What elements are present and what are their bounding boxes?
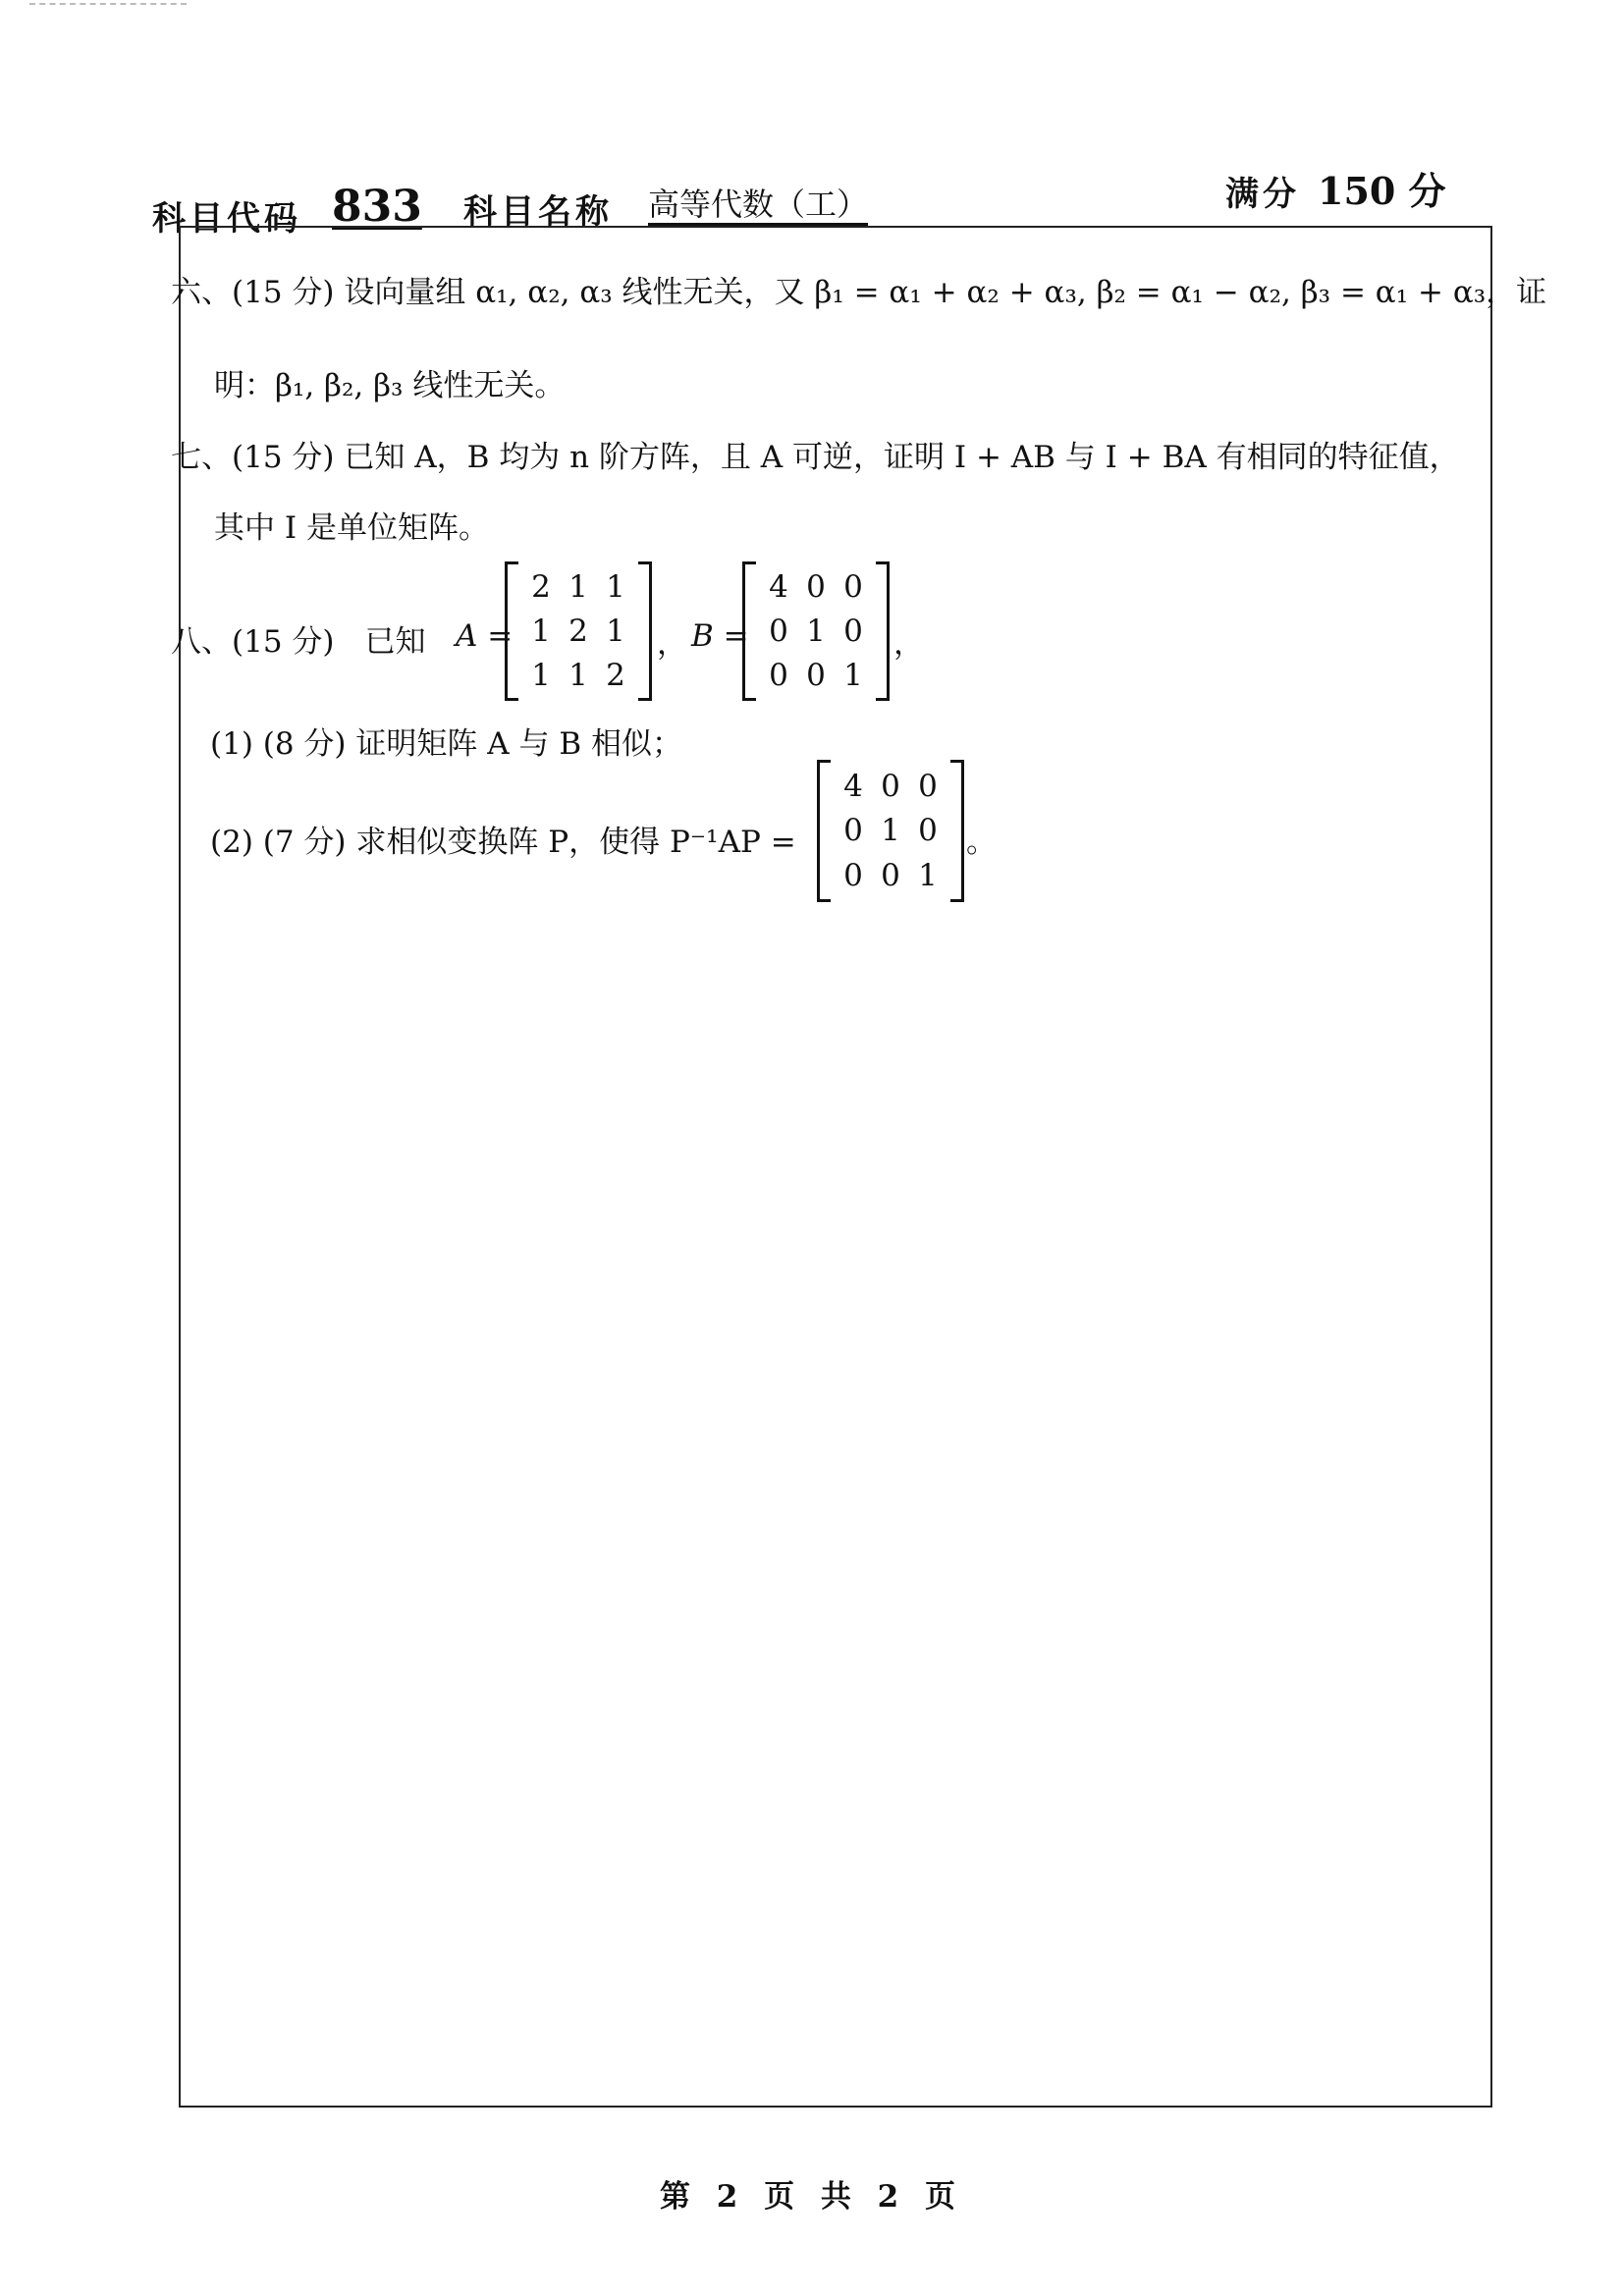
- matrix-p-cell: 0: [881, 768, 900, 804]
- matrix-b-label: B =: [691, 618, 749, 654]
- matrix-a: [505, 561, 652, 701]
- matrix-b-right-bracket: [876, 561, 890, 701]
- matrix-a-right-bracket: [638, 561, 652, 701]
- matrix-b-cell: 1: [843, 657, 863, 693]
- subject-code-label: 科目代码: [152, 199, 301, 239]
- matrix-b-cell: 0: [806, 569, 826, 606]
- matrix-a-cell: 1: [606, 613, 625, 649]
- matrix-b-grid: [760, 565, 872, 697]
- matrix-a-cell: 1: [531, 657, 551, 693]
- matrix-a-grid: [522, 565, 634, 697]
- matrix-a-cell: 2: [568, 613, 588, 649]
- matrix-p-cell: 0: [881, 858, 900, 894]
- matrix-p-right-bracket: [950, 760, 964, 902]
- page-number: 第 2 页 共 2 页: [659, 2179, 964, 2215]
- matrix-a-label: A =: [456, 618, 514, 654]
- matrix-a-cell: 1: [531, 613, 551, 649]
- question-8-part-1: (1) (8 分) 证明矩阵 A 与 B 相似；: [210, 726, 682, 762]
- exam-header: [0, 0, 1623, 239]
- matrix-b-left-bracket: [742, 561, 756, 701]
- matrix-a-left-bracket: [505, 561, 518, 701]
- matrix-a-cell: 1: [568, 569, 588, 606]
- matrix-b-cell: 0: [769, 613, 788, 649]
- matrix-p-cell: 0: [918, 813, 938, 849]
- question-7-line-1: 七、(15 分) 已知 A，B 均为 n 阶方阵，且 A 可逆，证明 I + AB 与 I + BA 有相同的特征值，: [171, 440, 1460, 475]
- matrix-p-cell: 4: [843, 768, 863, 804]
- subject-name-value: 高等代数（工）: [648, 186, 869, 223]
- matrix-p-cell: 0: [843, 858, 863, 894]
- question-7-line-2: 其中 I 是单位矩阵。: [214, 510, 489, 546]
- matrix-a-cell: 2: [606, 657, 625, 693]
- matrix-a-cell: 2: [531, 569, 551, 606]
- question-8-part-2: (2) (7 分) 求相似变换阵 P，使得 P⁻¹AP =: [210, 825, 796, 860]
- matrix-a-cell: 1: [606, 569, 625, 606]
- question-6-line-2: 明：β₁, β₂, β₃ 线性无关。: [214, 368, 566, 403]
- matrix-p-cell: 0: [843, 813, 863, 849]
- matrix-b-cell: 0: [806, 657, 826, 693]
- matrix-b-cell: 1: [806, 613, 826, 649]
- full-score-label: 满分: [1225, 175, 1300, 214]
- subject-code-value: 833: [332, 182, 422, 232]
- subject-name-label: 科目名称: [463, 192, 613, 232]
- question-8-intro: 八、(15 分) 已知: [171, 624, 426, 660]
- matrix-p-left-bracket: [817, 760, 831, 902]
- matrix-p-grid: [835, 764, 947, 898]
- matrix-p-cell: 1: [918, 858, 938, 894]
- matrix-p-cell: 1: [881, 813, 900, 849]
- matrix-b-cell: 0: [843, 569, 863, 606]
- matrix-p-cell: 0: [918, 768, 938, 804]
- matrix-b-cell: 0: [843, 613, 863, 649]
- matrix-b-trailing-comma: ，: [893, 626, 924, 662]
- full-score-value: 150 分: [1318, 169, 1446, 213]
- answer-frame: [171, 226, 1547, 2108]
- matrix-separator: ，: [657, 626, 687, 662]
- matrix-b-cell: 4: [769, 569, 788, 606]
- matrix-b-cell: 0: [769, 657, 788, 693]
- question-8-part-2-end: 。: [966, 825, 997, 860]
- matrix-a-cell: 1: [568, 657, 588, 693]
- matrix-b: [742, 561, 890, 701]
- question-6-line-1: 六、(15 分) 设向量组 α₁, α₂, α₃ 线性无关，又 β₁ = α₁ + α₂ + α₃, β₂ = α₁ − α₂, β₃ = α₁ + α₃，证: [171, 275, 1547, 310]
- matrix-p-result: [817, 760, 964, 902]
